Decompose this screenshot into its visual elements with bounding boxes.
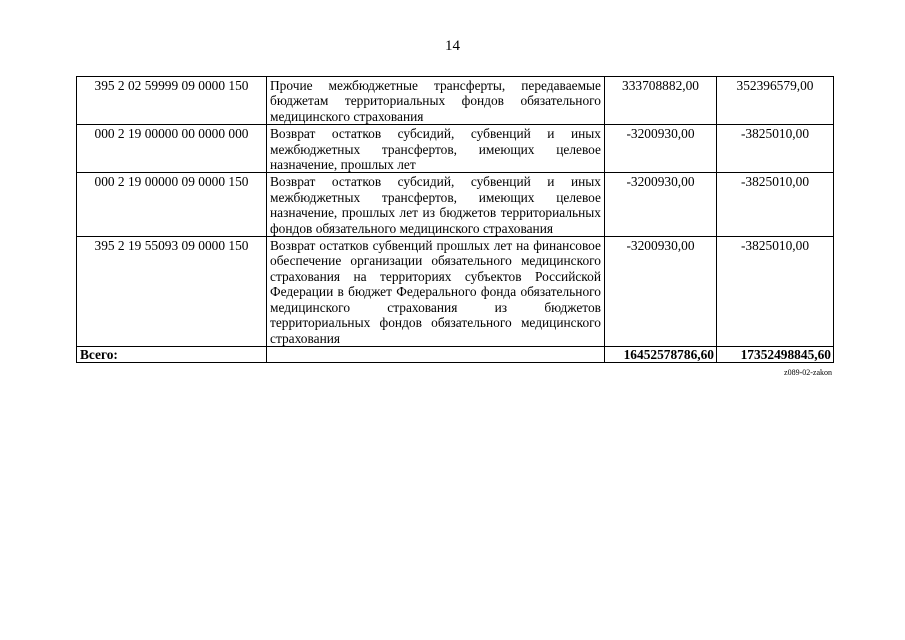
value1-cell: 333708882,00 [605,77,717,125]
budget-table [76,76,834,363]
table-row [77,125,834,173]
budget-code-cell: 000 2 19 00000 00 0000 000 [77,125,267,173]
page-number: 14 [445,38,460,54]
total-label: Всего: [77,346,267,362]
item-name-cell: Возврат остатков субвенций прошлых лет на финансовое обеспечение организации обязательного медицинского страхования на территориях субъектов Российской Федерации в бюджет Федерального фонда обязательного медицинского страхования из бюджетов территориальных фондов обязательного медицинского страхования [267,237,605,347]
item-name-cell: Возврат остатков субсидий, субвенций и иных межбюджетных трансфертов, имеющих целевое назначение, прошлых лет [267,125,605,173]
total-row [77,346,834,362]
document-code: z089-02-zakon [784,368,832,377]
item-name-cell: Возврат остатков субсидий, субвенций и иных межбюджетных трансфертов, имеющих целевое назначение, прошлых лет из бюджетов территориальных фондов обязательного медицинского страхования [267,173,605,237]
total-value2: 17352498845,60 [717,346,834,362]
value2-cell: -3825010,00 [717,125,834,173]
table-row [77,77,834,125]
value2-cell: -3825010,00 [717,237,834,347]
value1-cell: -3200930,00 [605,237,717,347]
budget-code-cell: 395 2 19 55093 09 0000 150 [77,237,267,347]
item-name-cell: Прочие межбюджетные трансферты, передаваемые бюджетам территориальных фондов обязательного медицинского страхования [267,77,605,125]
table-row [77,237,834,347]
value2-cell: -3825010,00 [717,173,834,237]
total-value1: 16452578786,60 [605,346,717,362]
total-empty-cell [267,346,605,362]
value2-cell: 352396579,00 [717,77,834,125]
budget-code-cell: 000 2 19 00000 09 0000 150 [77,173,267,237]
value1-cell: -3200930,00 [605,173,717,237]
value1-cell: -3200930,00 [605,125,717,173]
budget-code-cell: 395 2 02 59999 09 0000 150 [77,77,267,125]
table-row [77,173,834,237]
